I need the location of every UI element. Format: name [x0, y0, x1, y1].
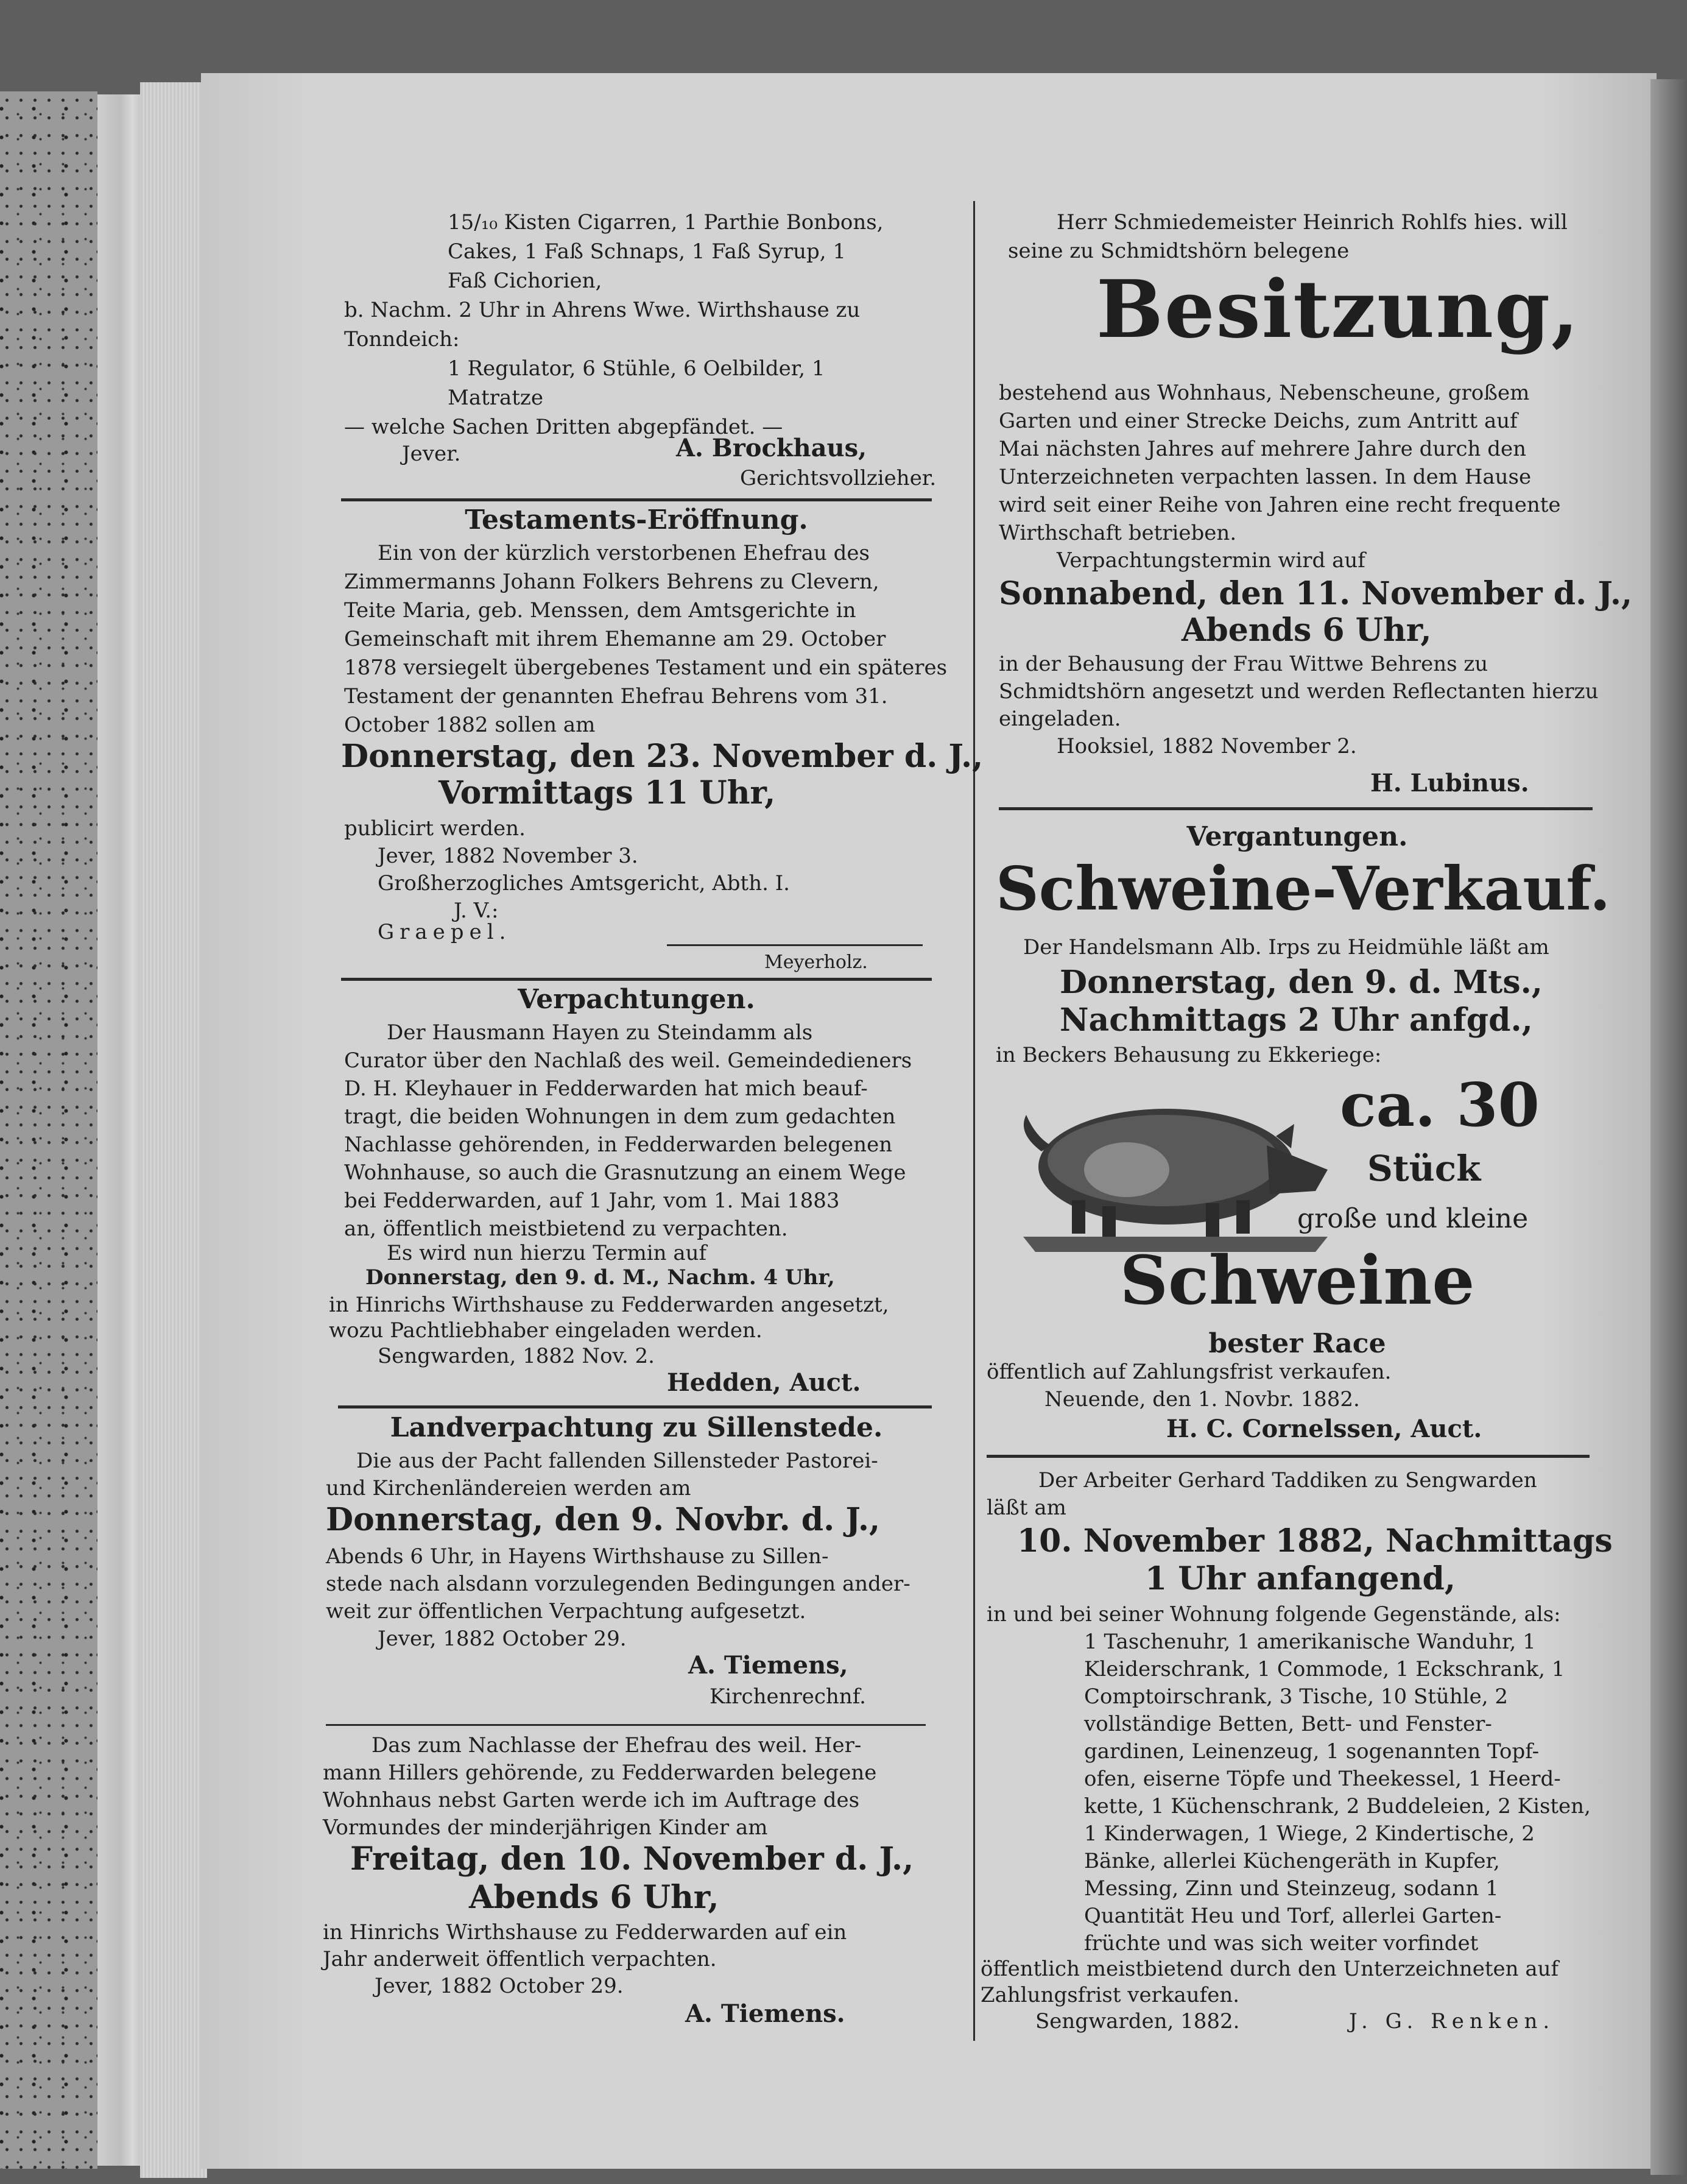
text-line: Nachlasse gehörenden, in Fedderwarden belegenen: [344, 1133, 893, 1157]
text-line: Der Handelsmann Alb. Irps zu Heidmühle läßt am: [1023, 935, 1549, 959]
text-line: publicirt werden.: [344, 816, 526, 841]
text-line: Der Hausmann Hayen zu Steindamm als: [387, 1020, 813, 1045]
text-line: Herr Schmiedemeister Heinrich Rohlfs hies. will: [1057, 210, 1568, 235]
text-line: weit zur öffentlichen Verpachtung aufgesetzt.: [326, 1599, 806, 1624]
text-line: Graepel.: [378, 920, 512, 944]
text-line: vollständige Betten, Bett- und Fenster-: [1084, 1712, 1492, 1736]
text-line: Matratze: [448, 386, 543, 410]
column-divider: [973, 201, 975, 2041]
date-line: Donnerstag, den 9. d. Mts.,: [1060, 964, 1543, 1001]
text-line: Teite Maria, geb. Menssen, dem Amtsgerichte in: [344, 598, 856, 623]
date-line: Sonnabend, den 11. November d. J.,: [999, 575, 1633, 612]
headline-schweine-verkauf: Schweine-Verkauf.: [996, 854, 1611, 924]
text-line: Es wird nun hierzu Termin auf: [387, 1241, 707, 1265]
text-line: 1 Taschenuhr, 1 amerikanische Wanduhr, 1: [1084, 1630, 1536, 1654]
time-line: Nachmittags 2 Uhr anfgd.,: [1060, 1002, 1533, 1039]
text-line: bestehend aus Wohnhaus, Nebenscheune, großem: [999, 381, 1530, 405]
text-line: Mai nächsten Jahres auf mehrere Jahre durch den: [999, 437, 1527, 461]
text-line: und Kirchenländereien werden am: [326, 1476, 691, 1500]
signature: A. Tiemens,: [688, 1651, 848, 1680]
signature-title: Kirchenrechnf.: [710, 1684, 866, 1709]
text-line: läßt am: [987, 1496, 1066, 1520]
text-line: an, öffentlich meistbietend zu verpachten.: [344, 1217, 788, 1241]
date-line: 10. November 1882, Nachmittags: [1017, 1522, 1613, 1560]
text-line: 1 Kinderwagen, 1 Wiege, 2 Kindertische, 2: [1084, 1822, 1535, 1846]
text-line: Wirthschaft betrieben.: [999, 521, 1237, 545]
text-line: 1878 versiegelt übergebenes Testament und ein späteres: [344, 656, 948, 680]
text-line: D. H. Kleyhauer in Fedderwarden hat mich beauf-: [344, 1076, 868, 1101]
text-line: Der Arbeiter Gerhard Taddiken zu Sengwarden: [1038, 1468, 1537, 1493]
book-edge-speckle: [0, 91, 97, 2169]
text-line: bei Fedderwarden, auf 1 Jahr, vom 1. Mai 1883: [344, 1189, 840, 1213]
section-heading: Vergantungen.: [1186, 821, 1408, 852]
text-line: Hooksiel, 1882 November 2.: [1057, 734, 1357, 758]
section-heading: Landverpachtung zu Sillenstede.: [390, 1412, 883, 1443]
signature: A. Tiemens.: [685, 1999, 845, 2028]
quantity-headline: ca. 30: [1340, 1070, 1540, 1140]
text-line: Cakes, 1 Faß Schnaps, 1 Faß Syrup, 1: [448, 239, 846, 264]
text-line: Vormundes der minderjährigen Kinder am: [323, 1815, 768, 1840]
signature-title: Gerichtsvollzieher.: [740, 466, 937, 490]
text-line: in und bei seiner Wohnung folgende Gegenstände, als:: [987, 1602, 1561, 1627]
text-line: gardinen, Leinenzeug, 1 sogenannten Topf-: [1084, 1739, 1540, 1764]
signature: Hedden, Auct.: [667, 1368, 861, 1397]
signature: H. C. Cornelssen, Auct.: [1166, 1415, 1482, 1443]
text-line: Abends 6 Uhr, in Hayens Wirthshause zu Sillen-: [326, 1544, 829, 1569]
text-line: — welche Sachen Dritten abgepfändet. —: [344, 415, 783, 439]
text-line: Unterzeichneten verpachten lassen. In dem Hause: [999, 465, 1532, 489]
text-line: Kleiderschrank, 1 Commode, 1 Eckschrank, 1: [1084, 1657, 1565, 1681]
section-rule: [987, 1455, 1590, 1458]
text-line: öffentlich meistbietend durch den Unterzeichneten auf: [981, 1957, 1559, 1981]
short-rule: [667, 944, 923, 946]
text-line: tragt, die beiden Wohnungen in dem zum gedachten: [344, 1104, 896, 1129]
text-line: Bänke, allerlei Küchengeräth in Kupfer,: [1084, 1849, 1500, 1873]
text-line: Verpachtungstermin wird auf: [1057, 548, 1365, 573]
text-line: Jever, 1882 November 3.: [378, 844, 638, 868]
text-line: Sengwarden, 1882 Nov. 2.: [378, 1344, 655, 1368]
text-line: 15/₁₀ Kisten Cigarren, 1 Parthie Bonbons,: [448, 210, 884, 235]
text-line: Jever.: [402, 442, 461, 466]
facing-page-edge: [1650, 79, 1687, 2175]
text-line: J. V.:: [454, 899, 499, 923]
text-line: Curator über den Nachlaß des weil. Gemeindedieners: [344, 1048, 912, 1073]
text-line: in Hinrichs Wirthshause zu Fedderwarden angesetzt,: [329, 1293, 889, 1317]
date-line: Donnerstag, den 9. d. M., Nachm. 4 Uhr,: [365, 1265, 835, 1290]
date-line: Donnerstag, den 23. November d. J.,: [341, 738, 984, 775]
text-line: Zahlungsfrist verkaufen.: [981, 1983, 1240, 2007]
text-line: wozu Pachtliebhaber eingeladen werden.: [329, 1318, 762, 1343]
text-line: mann Hillers gehörende, zu Fedderwarden belegene: [323, 1761, 877, 1785]
text-line: eingeladen.: [999, 707, 1121, 731]
text-line: Neuende, den 1. Novbr. 1882.: [1044, 1387, 1360, 1412]
text-line: 1 Regulator, 6 Stühle, 6 Oelbilder, 1: [448, 356, 825, 381]
text-line: Quantität Heu und Torf, allerlei Garten-: [1084, 1904, 1502, 1928]
text-line: bester Race: [1208, 1328, 1386, 1359]
section-rule: [341, 978, 932, 981]
quantity-unit: Stück: [1367, 1148, 1481, 1189]
text-line: Großherzogliches Amtsgericht, Abth. I.: [378, 871, 790, 896]
section-rule: [326, 1724, 926, 1726]
text-line: Jahr anderweit öffentlich verpachten.: [323, 1947, 717, 1971]
text-line: in der Behausung der Frau Wittwe Behrens zu: [999, 652, 1488, 676]
text-line: stede nach alsdann vorzulegenden Bedingungen ander-: [326, 1572, 910, 1596]
text-line: in Beckers Behausung zu Ekkeriege:: [996, 1043, 1382, 1067]
text-line: seine zu Schmidtshörn belegene: [1008, 239, 1350, 263]
text-line: Messing, Zinn und Steinzeug, sodann 1: [1084, 1876, 1499, 1901]
section-rule: [338, 1405, 932, 1408]
text-line: Meyerholz.: [764, 952, 868, 973]
text-line: Tonndeich:: [344, 327, 460, 352]
headline-besitzung: Besitzung,: [1096, 263, 1580, 356]
time-line: 1 Uhr anfangend,: [1145, 1560, 1456, 1597]
text-line: Testament der genannten Ehefrau Behrens vom 31.: [344, 684, 888, 709]
pig-woodcut-image: [999, 1078, 1340, 1255]
section-rule: [999, 807, 1593, 810]
text-line: öffentlich auf Zahlungsfrist verkaufen.: [987, 1360, 1392, 1384]
date-line: Freitag, den 10. November d. J.,: [350, 1840, 914, 1878]
text-line: Wohnhause, so auch die Grasnutzung an einem Wege: [344, 1161, 906, 1185]
headline-schweine: Schweine: [1119, 1241, 1475, 1320]
text-line: October 1882 sollen am: [344, 713, 596, 737]
text-line: wird seit einer Reihe von Jahren eine recht frequente: [999, 493, 1561, 517]
text-line: ofen, eiserne Töpfe und Theekessel, 1 Heerd-: [1084, 1767, 1561, 1791]
text-line: Gemeinschaft mit ihrem Ehemanne am 29. October: [344, 627, 886, 651]
signature: H. Lubinus.: [1370, 769, 1529, 797]
text-line: Das zum Nachlasse der Ehefrau des weil. Her-: [372, 1733, 862, 1758]
text-line: Zimmermanns Johann Folkers Behrens zu Clevern,: [344, 570, 879, 594]
text-line: Wohnhaus nebst Garten werde ich im Auftrage des: [323, 1788, 860, 1812]
page-stack: [140, 82, 207, 2178]
section-rule: [341, 498, 932, 501]
text-line: Comptoirschrank, 3 Tische, 10 Stühle, 2: [1084, 1684, 1508, 1709]
text-line: Die aus der Pacht fallenden Sillensteder Pastorei-: [356, 1449, 878, 1473]
text-line: große und kleine: [1297, 1203, 1529, 1234]
time-line: Vormittags 11 Uhr,: [438, 774, 776, 811]
signature: J. G. Renken.: [1349, 2009, 1555, 2034]
date-line: Donnerstag, den 9. Novbr. d. J.,: [326, 1501, 881, 1538]
signature: A. Brockhaus,: [676, 434, 867, 462]
text-line: kette, 1 Küchenschrank, 2 Buddeleien, 2 Kisten,: [1084, 1794, 1591, 1818]
text-line: in Hinrichs Wirthshause zu Fedderwarden auf ein: [323, 1920, 847, 1945]
text-line: Schmidtshörn angesetzt und werden Reflectanten hierzu: [999, 679, 1599, 704]
section-heading: Verpachtungen.: [518, 984, 755, 1015]
time-line: Abends 6 Uhr,: [1182, 612, 1432, 649]
text-line: Sengwarden, 1882.: [1035, 2009, 1240, 2034]
section-heading: Testaments-Eröffnung.: [465, 504, 808, 535]
time-line: Abends 6 Uhr,: [469, 1879, 719, 1916]
text-line: Jever, 1882 October 29.: [378, 1627, 627, 1651]
text-line: Ein von der kürzlich verstorbenen Ehefrau des: [378, 541, 870, 565]
text-line: Faß Cichorien,: [448, 269, 602, 293]
text-line: früchte und was sich weiter vorfindet: [1084, 1931, 1479, 1956]
text-line: Jever, 1882 October 29.: [375, 1974, 624, 1998]
text-line: b. Nachm. 2 Uhr in Ahrens Wwe. Wirthshause zu: [344, 298, 861, 322]
text-line: Garten und einer Strecke Deichs, zum Antritt auf: [999, 409, 1518, 433]
